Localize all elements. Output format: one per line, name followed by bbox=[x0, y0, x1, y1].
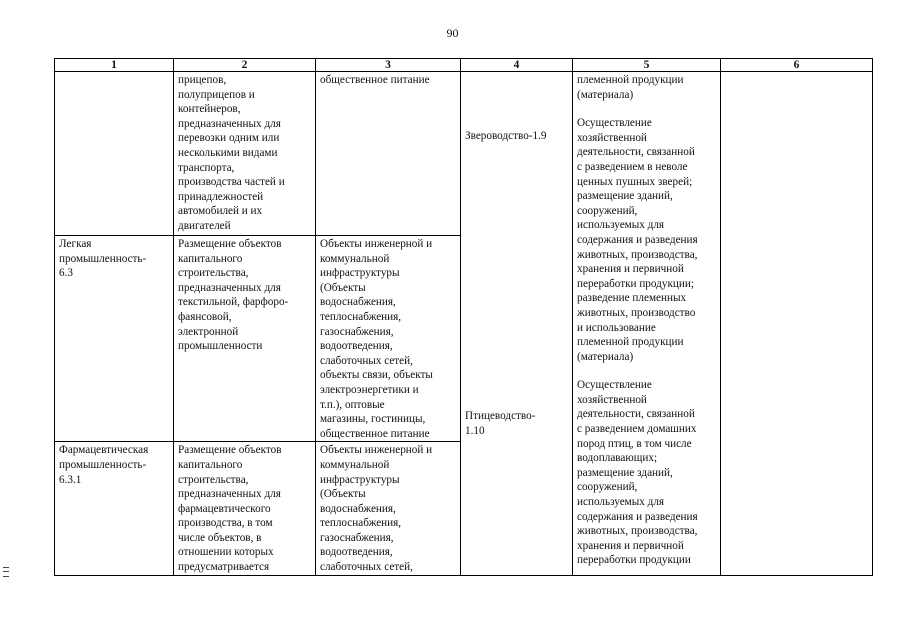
breeding-tail-text: племенной продукции (материала) bbox=[577, 74, 684, 101]
notes-cell bbox=[721, 72, 873, 576]
auxiliary-use-cell: Объекты инженерной и коммунальной инфраструктуры (Объекты водоснабжения, теплоснабжения, газоснабжения, водоотведения, слаботочных сетей, объекты связи, объекты электроэнергетики и т.п.), оптовые магазины, гостиницы, общественное питание bbox=[316, 236, 461, 442]
header-cell-4: 4 bbox=[461, 59, 573, 72]
auxiliary-use-cell: общественное питание bbox=[316, 72, 461, 236]
use-description-cell: Размещение объектов капитального строительства, предназначенных для фармацевтического производства, в том числе объектов, в отношении которых предусматривается bbox=[174, 442, 316, 575]
conditional-use-name-cell bbox=[461, 72, 573, 576]
scan-edge-mark bbox=[3, 567, 9, 577]
header-cell-6: 6 bbox=[721, 59, 873, 72]
poultry-farming-description: Осуществление хозяйственной деятельности, связанной с разведением домашних пород птиц, в том числе водоплавающих; размещение зданий, сооружений, используемых для содержания и разведения животных, производства, хранения и первичной переработки продукции bbox=[577, 379, 698, 567]
auxiliary-use-cell: Объекты инженерной и коммунальной инфраструктуры (Объекты водоснабжения, теплоснабжения, газоснабжения, водоотведения, слаботочных сетей, bbox=[316, 442, 461, 575]
conditional-use-description-cell bbox=[573, 72, 721, 576]
table-row bbox=[55, 72, 873, 236]
use-name-cell: Фармацевтическая промышленность- 6.3.1 bbox=[55, 442, 174, 575]
page-number: 90 bbox=[446, 26, 459, 40]
use-description-cell: Размещение объектов капитального строительства, предназначенных для текстильной, фарфоро- фаянсовой, электронной промышленности bbox=[174, 236, 316, 442]
fur-farming-description: Осуществление хозяйственной деятельности, связанной с разведением в неволе ценных пушных зверей; размещение зданий, сооружений, используемых для содержания и разведения животных, производства, хранения и первичной переработки продукции; разведение племенных животных, производство и использование племенной продукции (материала) bbox=[577, 117, 698, 363]
header-cell-3: 3 bbox=[316, 59, 461, 72]
use-description-cell: прицепов, полуприцепов и контейнеров, предназначенных для перевозки одним или несколькими видами транспорта, производства частей и принадлежностей автомобилей и их двигателей bbox=[174, 72, 316, 236]
header-cell-1: 1 bbox=[55, 59, 174, 72]
header-cell-5: 5 bbox=[573, 59, 721, 72]
header-cell-2: 2 bbox=[174, 59, 316, 72]
use-name-cell bbox=[55, 72, 174, 236]
use-name-cell: Легкая промышленность- 6.3 bbox=[55, 236, 174, 442]
poultry-farming-label: Птицеводство- 1.10 bbox=[465, 410, 536, 437]
header-row bbox=[55, 59, 873, 72]
fur-farming-label: Звероводство-1.9 bbox=[465, 130, 547, 142]
zoning-table bbox=[54, 58, 873, 576]
